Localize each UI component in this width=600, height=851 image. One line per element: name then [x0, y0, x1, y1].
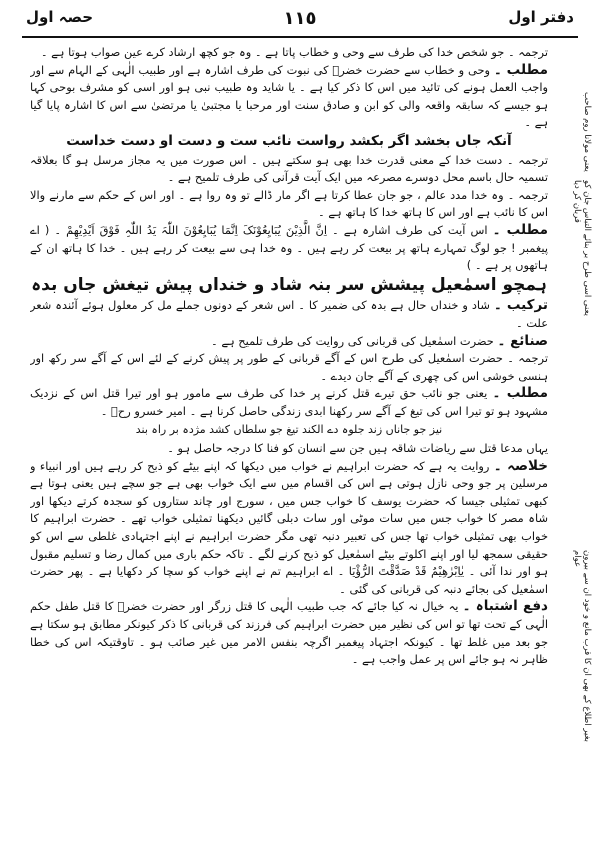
paragraph-text: یعنی جو نائب حق تیرے قتل کرنے پر خدا کی طرف سے مامور ہو اور تیرا قتل اس کے نزدیک مشہود ہو تو تیرا اس کی تیغ کے آگے سر رکھنا ابدی زندگی حاصل کرنا ہے ۔ امیر خسرو رحؒ ۔ — [30, 386, 548, 418]
margin-note: یعنی مولانا روم صاحب — [582, 92, 592, 172]
paragraph: ترجمہ ۔ حضرت اسمٰعیل کی طرح اس کے آگے قربانی کے طور پر پیش کرنے کے لئے اس کے آگے سر رکھ اور ہنسی خوشی اس کی چھری کے آگے جان دیدے ۔ — [30, 351, 548, 383]
header-rule — [22, 36, 578, 38]
margin-note: بغیر اطلاع کے بھی ان کا قرب مانع و خود ان سے بیرون عوام — [572, 550, 592, 743]
paragraph-text: یہ خیال نہ کیا جائے کہ جب طبیب الٰہی کا قتل زرگر اور حضرت خضرؑ کا قتل طفل حکم الٰہی کے تحت تھا تو اس کی نظیر میں حضرت ابراہیم کی فرزند کی قربانی کا ذکر کیونکر مطابق ہو سکتا ہے جو بعد میں غلط تھا ۔ کیونکہ اجتہاد پیغمبر اگرچہ بنفس الامر میں غیر صائب ہو ۔ تاوقتیکہ اس کی خطا ظاہر نہ ہو جائے اس پر عمل واجب ہے ۔ — [30, 599, 548, 667]
paragraph-text: شاد و خنداں حال ہے بدہ کی ضمیر کا ۔ اس شعر کے دونوں جملے مل کر معلول ہوئے آئندہ شعر علت ۔ — [30, 298, 548, 330]
section-label: دفع اشتباہ ۔ — [462, 598, 548, 615]
paragraph-text: روایت یہ ہے کہ حضرت ابراہیم نے خواب میں دیکھا کہ اپنے بیٹے کو ذبح کر رہے ہیں اور انبیاء و مرسلین پر جو وحی نازل ہوتی ہے اس کی اقسام میں سے ایک خواب بھی ہے جو سچے ہیں یعنی ہوتا ہے کبھی تمثیلی جیسا کہ حضرت یوسف کا خواب جس میں ، سورج اور چاند ستاروں کو سجدہ کرتے دیکھا اور شاہ مصر کا خواب جس میں سات موٹی اور سات دبلی گائیں دیکھنا تمثیلی خواب تھے ۔ حضرت ابراہیم کا خواب بھی تمثیلی خواب تھا جس کی تعبیر دنبہ تھی مگر حضرت ابراہیم نے اپنے اجتہادی غلطی سے اس کو حقیقی سمجھ لیا اور اپنے اکلوتے بیٹے اسمٰعیل کو ذبح کرنے لگے ۔ تاکہ حکم باری میں کمال رضا و تسلیم مقبول ہو اور ندا آئی ۔ یٰاِبْرٰھِیْمُ قَدْ صَدَّقْتَ الرُّؤْیَا ۔ اے ابراہیم تم نے اپنے خواب کو سچا کر دکھایا ہے ۔ پھر حضرت اسمٰعیل کی بجائے دنبہ کی قربانی کی گئی ۔ — [30, 458, 548, 596]
verse-quote: نیز جو جاناں زند جلوہ دے الکند تیغ جو سلطاں کشد مژدہ بر راہ بند — [135, 423, 443, 437]
section-label: مطلب ۔ — [492, 221, 548, 238]
paragraph — [30, 62, 548, 132]
paragraph: یہاں مدعا قتل سے ریاضات شاقہ ہیں جن سے انسان کو فنا کا درجہ حاصل ہو ۔ — [167, 441, 548, 456]
paragraph — [30, 458, 548, 599]
verse-quote: ہمچو اسمٰعیل پیشش سر بنہ شاد و خنداں پیش تیغش جاں بدہ — [31, 274, 547, 295]
section-label: مطلب ۔ — [493, 61, 548, 78]
paragraph-text: وحی و خطاب سے حضرت خضرؑ کی نبوت کی طرف اشارہ ہے اور طبیب الٰہی کے الہام سے اور واجب العمل ہونے کی تائید میں اس کا ذکر کیا ہے ۔ یا شاید وہ طبیب نبی ہو اور اسی کو مشرف بوحی کہا ہو جیسے کہ سابقہ واقعہ والی کو ابن و صادق سنت اور مرحبا یا مجتبیٰ یا مرتضیٰ سے اس کا اشارہ پایا گیا ہے ۔ — [30, 62, 548, 130]
book-title: دفتر اول — [508, 8, 574, 26]
page-number: ١١٥ — [283, 8, 317, 29]
paragraph: ترجمہ ۔ وہ خدا مدد عالم ، جو جان عطا کرتا ہے اگر مار ڈالے تو وہ روا ہے ۔ اور اس کے حکم سے مارنے والا اس کا نائب ہے اور اس کا ہاتھ خدا کا ہاتھ ہے ۔ — [30, 187, 548, 220]
main-text — [30, 44, 548, 843]
page-header — [22, 6, 578, 34]
paragraph: ترجمہ ۔ دست خدا کے معنی قدرت خدا بھی ہو سکتے ہیں ۔ اس صورت میں یہ مجاز مرسل ہو گا بعلاقہ تسمیہ حال باسم محل دوسرے مصرعہ میں ایک آیت قرآنی کی طرف تلمیح ہے ۔ — [30, 152, 548, 185]
verse-quote: آنکہ جاں بخشد اگر بکشد رواست نائب ست و دست او دست خداست — [66, 132, 512, 149]
section-title: حصہ اول — [26, 8, 94, 26]
margin-note: یعنی اسی طرح بر بنائے التباس جان کو قربان کر دیا — [572, 180, 592, 317]
paragraph — [30, 598, 548, 668]
paragraph — [30, 333, 548, 351]
section-label: صنائع ۔ — [497, 332, 548, 349]
section-label: مطلب ۔ — [492, 385, 548, 402]
paragraph — [30, 297, 548, 332]
paragraph-text: اس آیت کی طرف اشارہ ہے ۔ اِنَّ الَّذِیْنَ یُبَایِعُوْنَکَ اِنَّمَا یُبَایِعُوْنَ اللّٰہَ یَدُ اللّٰہِ فَوْقَ اَیْدِیْھِمْ ۔ ( اے پیغمبر ! جو لوگ تمہارے ہاتھ پر بیعت کر رہے ہیں ۔ وہ خدا ہی سے بیعت کر رہے ہیں ۔ خدا کا ہاتھ ان کے ہاتھوں پر ہے ۔ ) — [30, 222, 548, 273]
section-label: ترکیب ۔ — [493, 297, 548, 314]
paragraph: ترجمہ ۔ جو شخص خدا کی طرف سے وحی و خطاب پاتا ہے ۔ وہ جو کچھ ارشاد کرے عین صواب ہوتا ہے ۔ — [40, 45, 548, 59]
paragraph — [30, 222, 548, 275]
section-label: خلاصہ ۔ — [493, 457, 548, 474]
paragraph-text: حضرت اسمٰعیل کی قربانی کی روایت کی طرف تلمیح ہے ۔ — [211, 333, 494, 348]
paragraph — [30, 385, 548, 420]
